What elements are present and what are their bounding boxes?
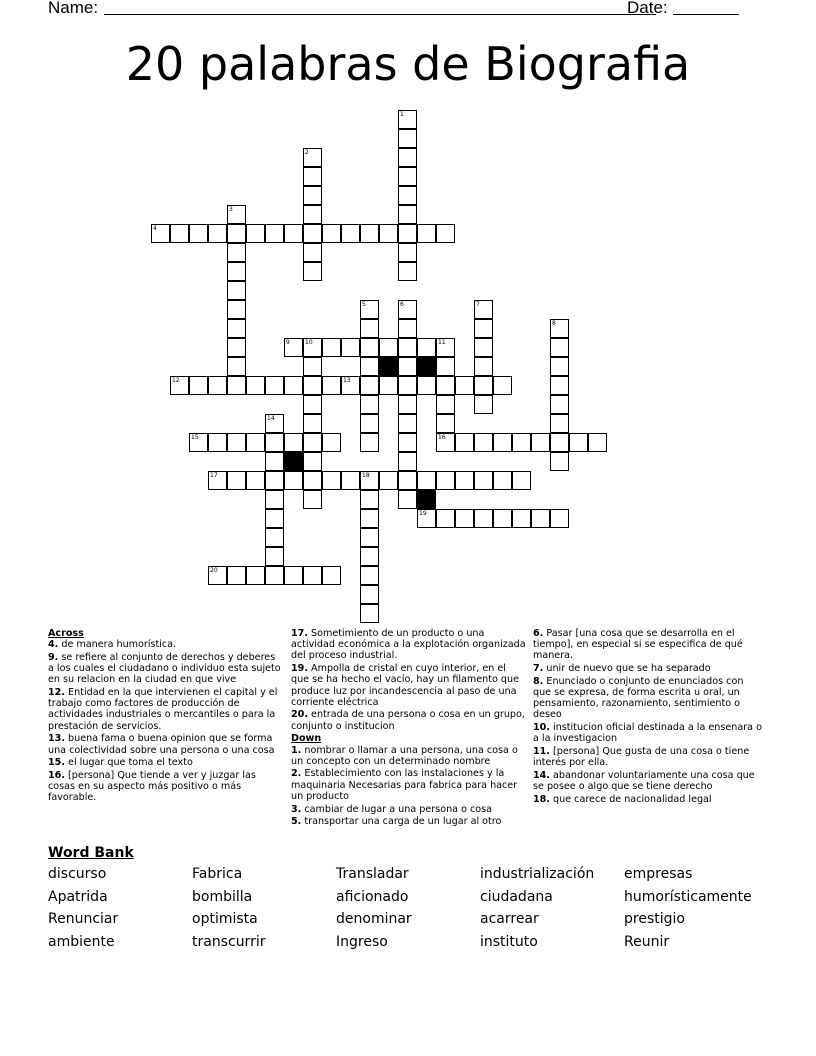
clue-text: Enunciado o conjunto de enunciados con que se expresa, de forma escrita u oral, un pensamiento, razonamiento, sentimiento o deseo: [533, 675, 744, 721]
clue-item: [533, 663, 763, 674]
grid-cell[interactable]: [360, 604, 379, 623]
grid-cell[interactable]: [550, 414, 569, 433]
clue-number: 6: [400, 301, 404, 308]
clue-item: [48, 652, 284, 686]
clue-text: [persona] Que tiende a ver y juzgar las cosas en su aspecto más positivo o más favorable.: [48, 769, 256, 804]
black-cell: [417, 490, 436, 509]
clue-num: 9.: [48, 651, 59, 663]
word-bank-title: Word Bank: [48, 845, 134, 861]
grid-cell[interactable]: [303, 186, 322, 205]
grid-cell[interactable]: [360, 319, 379, 338]
grid-cell[interactable]: [512, 509, 531, 528]
clue-item: [291, 745, 527, 767]
word-bank-word: Reunir: [624, 934, 670, 951]
grid-cell[interactable]: [227, 281, 246, 300]
clue-number: 2: [305, 149, 309, 156]
clue-item: [533, 746, 763, 768]
grid-cell[interactable]: [227, 243, 246, 262]
grid-cell[interactable]: [417, 471, 436, 490]
name-label: Name:: [48, 0, 99, 17]
grid-cell[interactable]: [303, 167, 322, 186]
clue-num: 16.: [48, 769, 65, 781]
grid-cell[interactable]: [493, 471, 512, 490]
grid-cell[interactable]: [303, 433, 322, 452]
grid-cell[interactable]: [322, 376, 341, 395]
clue-item: [291, 768, 527, 802]
clue-text: que carece de nacionalidad legal: [550, 793, 712, 805]
grid-cell[interactable]: [398, 110, 417, 129]
grid-cell[interactable]: [170, 376, 189, 395]
grid-cell[interactable]: [474, 395, 493, 414]
clue-num: 1.: [291, 744, 302, 756]
grid-cell[interactable]: [284, 433, 303, 452]
clue-text: de manera humorística.: [58, 639, 177, 651]
grid-cell[interactable]: [322, 224, 341, 243]
word-bank-word: empresas: [624, 866, 693, 882]
clue-number: 4: [153, 225, 157, 232]
clue-num: 17.: [291, 628, 308, 639]
clue-num: 11.: [533, 746, 550, 758]
grid-cell[interactable]: [227, 262, 246, 281]
grid-cell[interactable]: [265, 452, 284, 471]
clue-num: 6.: [533, 628, 544, 639]
grid-cell[interactable]: [417, 376, 436, 395]
grid-cell[interactable]: [550, 433, 569, 452]
grid-cell[interactable]: [360, 224, 379, 243]
clue-item: [48, 757, 284, 768]
page-title: 20 palabras de Biografia: [125, 37, 691, 91]
grid-cell[interactable]: [569, 433, 588, 452]
clue-item: [291, 804, 527, 815]
grid-cell[interactable]: [474, 509, 493, 528]
grid-cell[interactable]: [493, 433, 512, 452]
grid-cell[interactable]: [303, 205, 322, 224]
word-bank-word: Ingreso: [336, 934, 388, 951]
clue-text: unir de nuevo que se ha separado: [543, 663, 711, 675]
grid-cell[interactable]: [322, 566, 341, 585]
grid-cell[interactable]: [474, 357, 493, 376]
clue-text: institucion oficial destinada a la ensenara o a la investigacion: [533, 722, 762, 745]
grid-cell[interactable]: [360, 509, 379, 528]
grid-cell[interactable]: [588, 433, 607, 452]
clue-text: buena fama o buena opinion que se forma una colectividad sobre una persona o una cosa: [48, 733, 275, 756]
word-bank-word: prestigio: [624, 911, 685, 928]
clues-col-2: [291, 628, 527, 829]
clue-num: 7.: [533, 663, 544, 675]
grid-cell[interactable]: [227, 224, 246, 243]
grid-cell[interactable]: [265, 490, 284, 509]
clue-number: 7: [476, 301, 480, 308]
clue-item: [533, 628, 763, 662]
clue-text: Establecimiento con las instalaciones y la maquinaria Necesarias para fabrica para hacer un producto: [291, 768, 518, 802]
date-label: Date:: [627, 0, 668, 17]
grid-cell[interactable]: [531, 509, 550, 528]
grid-cell[interactable]: [303, 566, 322, 585]
grid-cell[interactable]: [246, 224, 265, 243]
grid-cell[interactable]: [512, 471, 531, 490]
grid-cell[interactable]: [265, 566, 284, 585]
grid-cell[interactable]: [436, 471, 455, 490]
grid-cell[interactable]: [455, 471, 474, 490]
clue-num: 3.: [291, 803, 302, 815]
grid-cell[interactable]: [474, 319, 493, 338]
grid-cell[interactable]: [436, 433, 455, 452]
clue-text: cambiar de lugar a una persona o cosa: [301, 803, 493, 815]
grid-cell[interactable]: [455, 376, 474, 395]
grid-cell[interactable]: [531, 433, 550, 452]
clue-num: 13.: [48, 733, 65, 745]
grid-cell[interactable]: [246, 433, 265, 452]
grid-cell[interactable]: [379, 338, 398, 357]
grid-cell[interactable]: [303, 224, 322, 243]
black-cell: [284, 452, 303, 471]
clue-num: 19.: [291, 663, 308, 675]
word-bank-word: optimista: [192, 911, 258, 928]
clues-col-3: [533, 628, 763, 807]
grid-cell[interactable]: [284, 338, 303, 357]
clue-num: 2.: [291, 768, 302, 780]
grid-cell[interactable]: [474, 471, 493, 490]
clue-text: entrada de una persona o cosa en un grupo, conjunto o institucion: [291, 709, 525, 732]
grid-cell[interactable]: [265, 471, 284, 490]
clue-item: [533, 722, 763, 744]
clue-number: 20: [210, 567, 218, 574]
grid-cell[interactable]: [208, 566, 227, 585]
grid-cell[interactable]: [398, 490, 417, 509]
grid-cell[interactable]: [189, 376, 208, 395]
grid-cell[interactable]: [360, 376, 379, 395]
grid-cell[interactable]: [303, 148, 322, 167]
clue-num: 4.: [48, 639, 59, 651]
clue-number: 17: [210, 472, 218, 479]
grid-cell[interactable]: [303, 376, 322, 395]
word-bank-word: instituto: [480, 934, 538, 951]
grid-cell[interactable]: [398, 376, 417, 395]
grid-cell[interactable]: [227, 319, 246, 338]
grid-cell[interactable]: [265, 547, 284, 566]
grid-cell[interactable]: [398, 414, 417, 433]
clue-text: el lugar que toma el texto: [65, 757, 193, 769]
grid-cell[interactable]: [341, 338, 360, 357]
clue-item: [48, 770, 284, 804]
clue-number: 1: [400, 111, 404, 118]
across-heading: Across: [48, 628, 84, 639]
word-bank-word: bombilla: [192, 888, 253, 905]
grid-cell[interactable]: [265, 528, 284, 547]
grid-cell[interactable]: [417, 509, 436, 528]
grid-cell[interactable]: [474, 433, 493, 452]
grid-cell[interactable]: [493, 509, 512, 528]
grid-cell[interactable]: [360, 490, 379, 509]
grid-cell[interactable]: [436, 357, 455, 376]
grid-cell[interactable]: [360, 433, 379, 452]
grid-cell[interactable]: [227, 471, 246, 490]
grid-cell[interactable]: [360, 300, 379, 319]
grid-cell[interactable]: [284, 566, 303, 585]
grid-cell[interactable]: [436, 338, 455, 357]
grid-cell[interactable]: [550, 376, 569, 395]
clue-num: 14.: [533, 769, 550, 781]
grid-cell[interactable]: [322, 471, 341, 490]
grid-cell[interactable]: [360, 357, 379, 376]
grid-cell[interactable]: [550, 395, 569, 414]
grid-cell[interactable]: [474, 338, 493, 357]
grid-cell[interactable]: [398, 319, 417, 338]
grid-cell[interactable]: [227, 566, 246, 585]
grid-cell[interactable]: [493, 376, 512, 395]
grid-cell[interactable]: [398, 243, 417, 262]
grid-cell[interactable]: [303, 338, 322, 357]
clue-text: abandonar voluntariamente una cosa que se posee o algo que se tiene derecho: [533, 769, 755, 793]
grid-cell[interactable]: [284, 376, 303, 395]
grid-cell[interactable]: [512, 433, 531, 452]
clue-number: 5: [362, 301, 366, 308]
clue-text: transportar una carga de un lugar al otro: [301, 816, 502, 828]
clue-item: [533, 676, 763, 721]
clue-num: 15.: [48, 757, 65, 769]
clue-num: 10.: [533, 722, 550, 734]
word-bank-word: Renunciar: [48, 911, 119, 928]
grid-cell[interactable]: [341, 224, 360, 243]
grid-cell[interactable]: [303, 414, 322, 433]
grid-cell[interactable]: [303, 452, 322, 471]
grid-cell[interactable]: [398, 186, 417, 205]
grid-cell[interactable]: [550, 338, 569, 357]
grid-cell[interactable]: [398, 300, 417, 319]
grid-cell[interactable]: [265, 433, 284, 452]
down-heading: Down: [291, 733, 322, 745]
grid-cell[interactable]: [208, 471, 227, 490]
clue-number: 16: [438, 434, 446, 441]
grid-cell[interactable]: [227, 433, 246, 452]
grid-cell[interactable]: [550, 452, 569, 471]
grid-cell[interactable]: [360, 414, 379, 433]
clue-text: Sometimiento de un producto o una actividad económica a la explotación organizada del proceso industrial.: [291, 628, 526, 662]
clue-number: 12: [172, 377, 180, 384]
word-bank-word: denominar: [336, 911, 412, 928]
grid-cell[interactable]: [227, 205, 246, 224]
grid-cell[interactable]: [208, 433, 227, 452]
grid-cell[interactable]: [398, 452, 417, 471]
clue-number: 19: [419, 510, 427, 517]
grid-cell[interactable]: [246, 566, 265, 585]
grid-cell[interactable]: [360, 566, 379, 585]
clue-number: 18: [362, 472, 370, 479]
word-bank-word: Apatrida: [48, 888, 108, 905]
grid-cell[interactable]: [303, 471, 322, 490]
clue-item: [291, 709, 527, 731]
grid-cell[interactable]: [398, 338, 417, 357]
grid-cell[interactable]: [436, 509, 455, 528]
clue-text: Pasar [una cosa que se desarrolla en el tiempo], en especial si se especifica de qué manera.: [533, 628, 743, 662]
grid-cell[interactable]: [398, 471, 417, 490]
grid-cell[interactable]: [265, 509, 284, 528]
word-bank-word: acarrear: [480, 911, 539, 928]
clue-item: [533, 770, 763, 792]
word-bank-word: humorísticamente: [624, 888, 752, 905]
grid-cell[interactable]: [341, 376, 360, 395]
clue-text: [persona] Que gusta de una cosa o tiene interés por ella.: [533, 746, 750, 769]
grid-cell[interactable]: [360, 528, 379, 547]
grid-cell[interactable]: [436, 376, 455, 395]
grid-cell[interactable]: [474, 300, 493, 319]
word-bank-word: Fabrica: [192, 866, 243, 882]
clue-number: 8: [552, 320, 556, 327]
grid-cell[interactable]: [208, 224, 227, 243]
word-bank-word: aficionado: [336, 888, 409, 905]
grid-cell[interactable]: [398, 224, 417, 243]
clue-num: 12.: [48, 687, 65, 699]
grid-cell[interactable]: [360, 395, 379, 414]
grid-cell[interactable]: [227, 376, 246, 395]
grid-cell[interactable]: [436, 414, 455, 433]
clue-num: 18.: [533, 793, 550, 805]
grid-cell[interactable]: [398, 262, 417, 281]
grid-cell[interactable]: [246, 471, 265, 490]
grid-cell[interactable]: [455, 509, 474, 528]
grid-cell[interactable]: [398, 205, 417, 224]
grid-cell[interactable]: [398, 167, 417, 186]
black-cell: [417, 357, 436, 376]
grid-cell[interactable]: [170, 224, 189, 243]
clue-number: 9: [286, 339, 290, 346]
grid-cell[interactable]: [265, 224, 284, 243]
clue-number: 15: [191, 434, 199, 441]
grid-cell[interactable]: [398, 395, 417, 414]
grid-cell[interactable]: [322, 338, 341, 357]
clue-item: [291, 628, 527, 662]
grid-cell[interactable]: [436, 395, 455, 414]
grid-cell[interactable]: [265, 414, 284, 433]
clue-item: [533, 794, 763, 805]
clue-item: [48, 639, 284, 650]
grid-cell[interactable]: [227, 357, 246, 376]
grid-cell[interactable]: [398, 357, 417, 376]
black-cell: [379, 357, 398, 376]
grid-cell[interactable]: [303, 357, 322, 376]
grid-cell[interactable]: [550, 357, 569, 376]
grid-cell[interactable]: [398, 129, 417, 148]
grid-cell[interactable]: [265, 376, 284, 395]
word-bank-word: Transladar: [336, 866, 409, 882]
grid-cell[interactable]: [208, 376, 227, 395]
grid-cell[interactable]: [303, 243, 322, 262]
grid-cell[interactable]: [360, 585, 379, 604]
grid-cell[interactable]: [550, 319, 569, 338]
clue-item: [291, 663, 527, 708]
clue-text: nombrar o llamar a una persona, una cosa o un concepto con un determinado nombre: [291, 744, 518, 767]
grid-cell[interactable]: [379, 471, 398, 490]
word-bank-word: industrialización: [480, 866, 595, 882]
clue-item: [48, 733, 284, 755]
clue-item: [48, 687, 284, 732]
clues-col-1: [48, 628, 284, 805]
word-bank-word: transcurrir: [192, 934, 266, 951]
grid-cell[interactable]: [189, 224, 208, 243]
word-bank-word: discurso: [48, 866, 107, 882]
grid-cell[interactable]: [189, 433, 208, 452]
grid-cell[interactable]: [455, 433, 474, 452]
grid-cell[interactable]: [550, 509, 569, 528]
grid-cell[interactable]: [398, 148, 417, 167]
grid-cell[interactable]: [360, 338, 379, 357]
clue-number: 10: [305, 339, 313, 346]
clue-num: 8.: [533, 675, 544, 687]
grid-cell[interactable]: [227, 338, 246, 357]
grid-cell[interactable]: [227, 300, 246, 319]
grid-cell[interactable]: [303, 262, 322, 281]
grid-cell[interactable]: [360, 471, 379, 490]
clue-item: [291, 816, 527, 827]
clue-number: 11: [438, 339, 446, 346]
clue-number: 3: [229, 206, 233, 213]
grid-cell[interactable]: [436, 224, 455, 243]
clue-num: 20.: [291, 709, 308, 721]
grid-cell[interactable]: [417, 224, 436, 243]
clue-text: se refiere al conjunto de derechos y deberes a los cuales el ciudadano o individuo esta sujeto en su relacion en la ciudad en que vive: [48, 651, 281, 686]
grid-cell[interactable]: [379, 224, 398, 243]
grid-cell[interactable]: [474, 376, 493, 395]
clue-text: Ampolla de cristal en cuyo interior, en el que se ha hecho el vacío, hay un filamento que produce luz por incandescencia al paso de una corriente eléctrica: [291, 663, 519, 708]
grid-cell[interactable]: [151, 224, 170, 243]
word-bank-word: ciudadana: [480, 888, 553, 905]
clue-text: Entidad en la que intervienen el capital y el trabajo como factores de producción de actividades industriales o mercantiles o para la prestación de servicios.: [48, 687, 278, 732]
clue-number: 13: [343, 377, 351, 384]
grid-cell[interactable]: [341, 471, 360, 490]
grid-cell[interactable]: [284, 471, 303, 490]
clue-num: 5.: [291, 816, 302, 828]
grid-cell[interactable]: [246, 376, 265, 395]
grid-cell[interactable]: [360, 547, 379, 566]
grid-cell[interactable]: [303, 490, 322, 509]
grid-cell[interactable]: [303, 395, 322, 414]
clue-number: 14: [267, 415, 275, 422]
grid-cell[interactable]: [398, 433, 417, 452]
grid-cell[interactable]: [322, 433, 341, 452]
word-bank-word: ambiente: [48, 934, 115, 951]
grid-cell[interactable]: [379, 376, 398, 395]
grid-cell[interactable]: [417, 338, 436, 357]
grid-cell[interactable]: [284, 224, 303, 243]
